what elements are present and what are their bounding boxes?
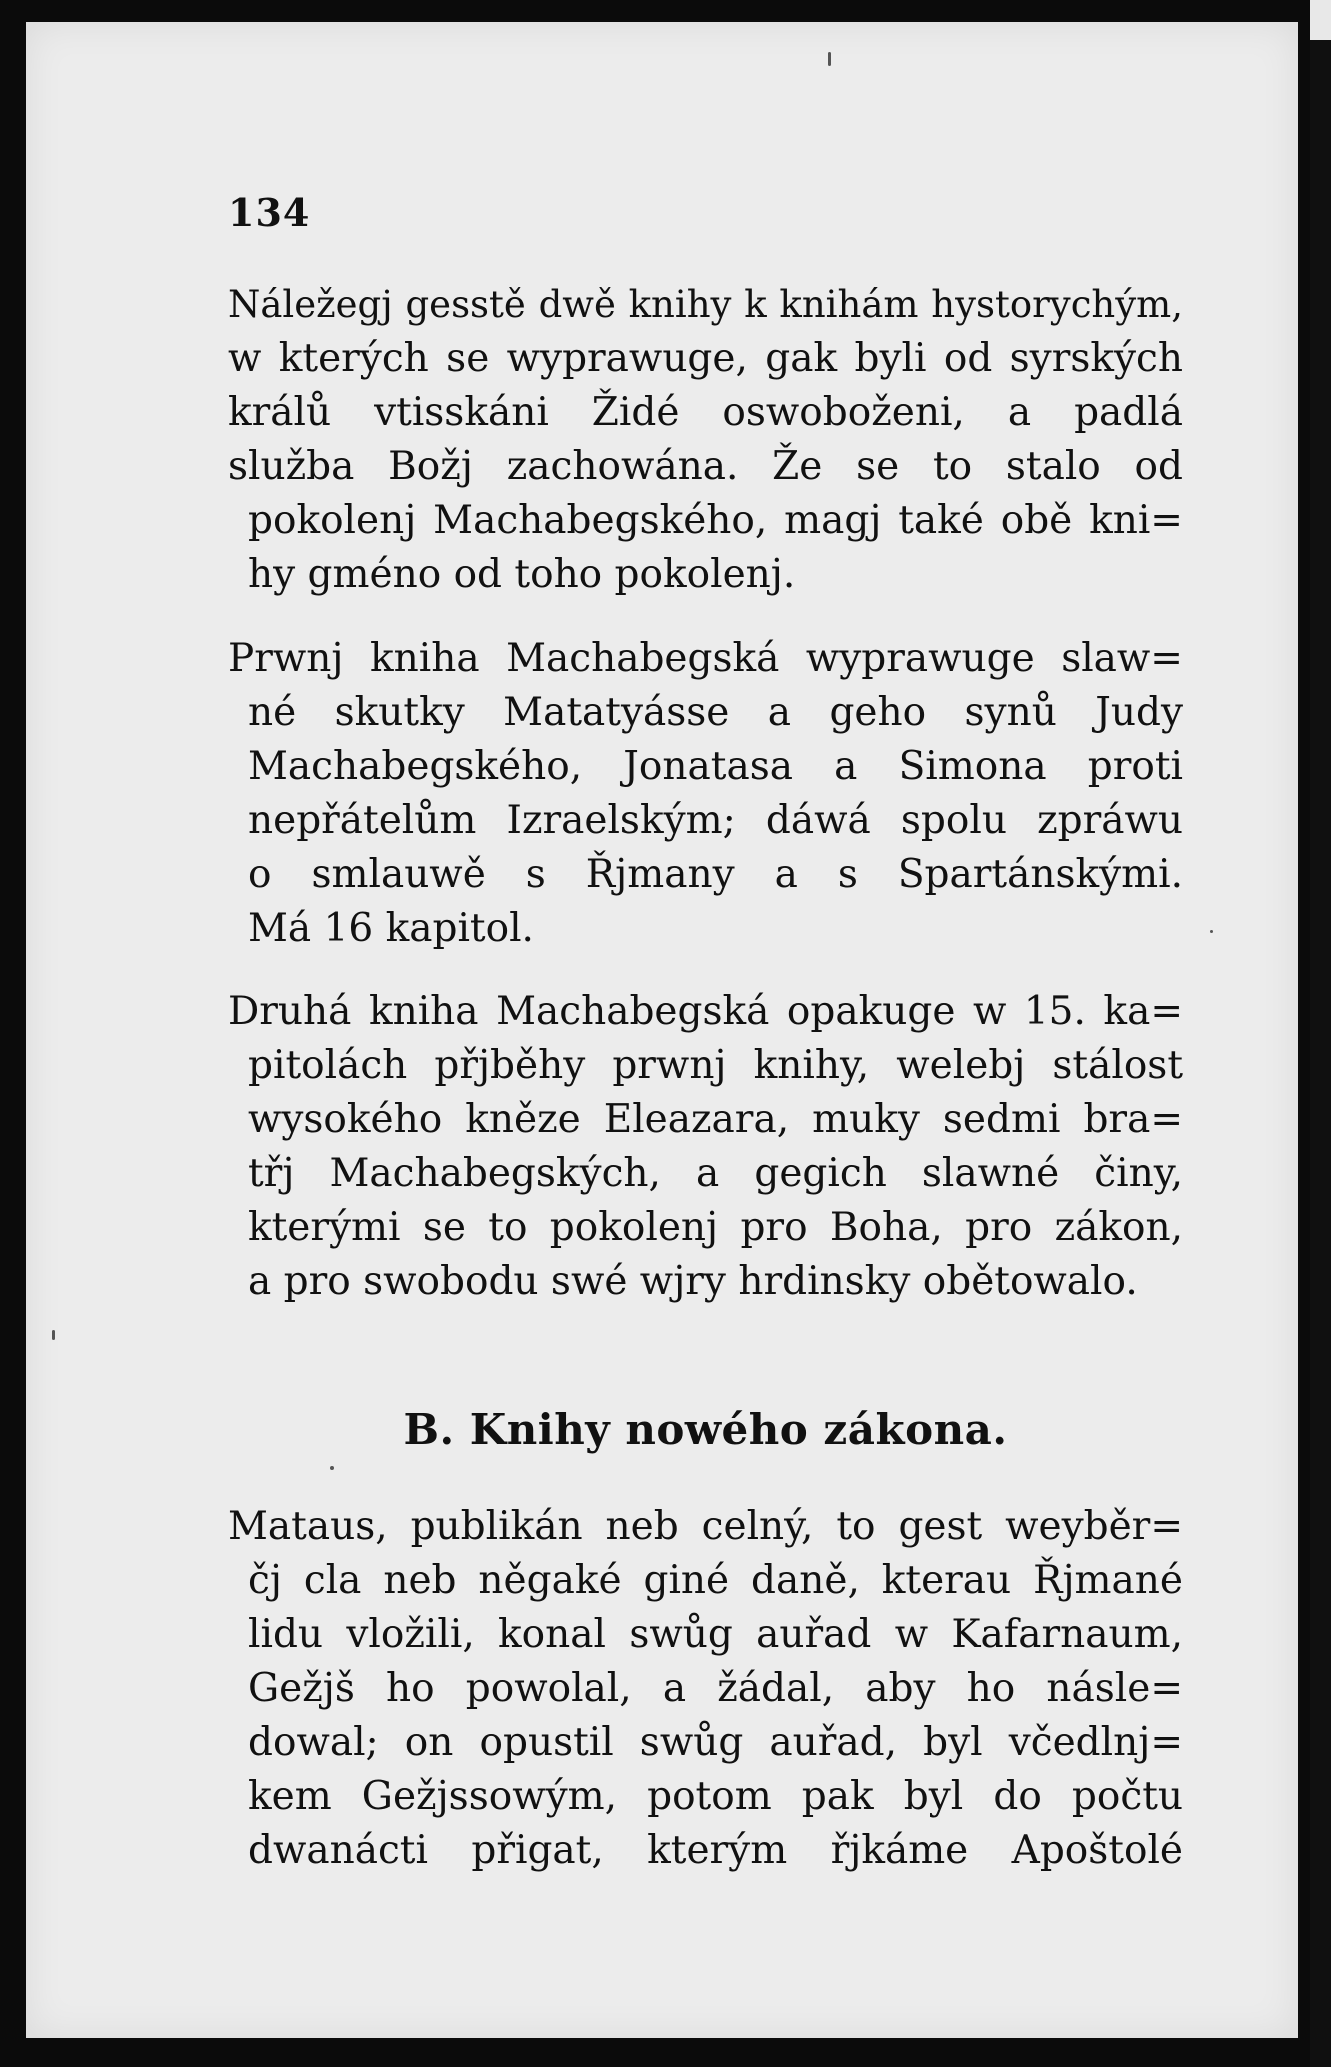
text-line: Mataus, publikán neb celný, to gest weyběr= [228,1504,1183,1549]
text-line: wysokého kněze Eleazara, muky sedmi bra= [248,1097,1183,1142]
text-line: Náležegj gesstě dwě knihy k knihám hystorychým, [228,283,1183,326]
text-line: pokolenj Machabegského, magj také obě kni= [248,498,1183,543]
text-line: hy gméno od toho pokolenj. [248,552,796,597]
scan-corner [1310,0,1331,40]
text-line: třj Machabegských, a gegich slawné činy, [248,1151,1183,1196]
text-line: Gežjš ho powolal, a žádal, aby ho násle= [248,1666,1183,1711]
text-line: služba Božj zachowána. Že se to stalo od [228,444,1183,489]
text-line: w kterých se wyprawuge, gak byli od syrských [228,336,1183,381]
section-heading: B. Knihy nowého zákona. [403,1405,1008,1454]
paragraph-second-book [228,985,1183,1309]
paragraph-intro [228,278,1183,602]
text-line: né skutky Matatyásse a geho synů Judy [248,690,1183,735]
text-line: lidu vložili, konal swůg auřad w Kafarnaum, [248,1612,1183,1657]
text-line: kem Gežjssowým, potom pak byl do počtu [248,1774,1183,1819]
paper-speck [52,1330,55,1340]
text-line: dowal; on opustil swůg auřad, byl včedlnj= [248,1720,1183,1765]
text-line: o smlauwě s Řjmany a s Spartánskými. [248,852,1183,897]
text-line: a pro swobodu swé wjry hrdinsky obětowalo. [248,1259,1138,1304]
text-line: kterými se to pokolenj pro Boha, pro zákon, [248,1205,1183,1250]
paper-speck [330,1466,334,1470]
text-line: dwanácti přigat, kterým řjkáme Apoštolé [248,1828,1183,1873]
text-line: Prwnj kniha Machabegská wyprawuge slaw= [228,636,1183,681]
text-line: králů vtisskáni Židé oswoboženi, a padlá [228,390,1183,435]
paper-speck [828,52,831,66]
paragraph-first-book [228,632,1183,956]
paragraph-matthew [228,1500,1183,1878]
page-number: 134 [228,190,311,235]
text-line: nepřátelům Izraelským; dáwá spolu zpráwu [248,798,1183,843]
text-line: pitolách přjběhy prwnj knihy, welebj stálost [248,1043,1183,1088]
text-line: Má 16 kapitol. [248,906,534,951]
text-line: čj cla neb něgaké giné daně, kterau Řjmané [248,1558,1183,1603]
paper-speck [1210,930,1213,933]
text-line: Druhá kniha Machabegská opakuge w 15. ka= [228,989,1183,1034]
text-line: Machabegského, Jonatasa a Simona proti [248,744,1183,789]
scan-edge [1310,0,1331,2067]
